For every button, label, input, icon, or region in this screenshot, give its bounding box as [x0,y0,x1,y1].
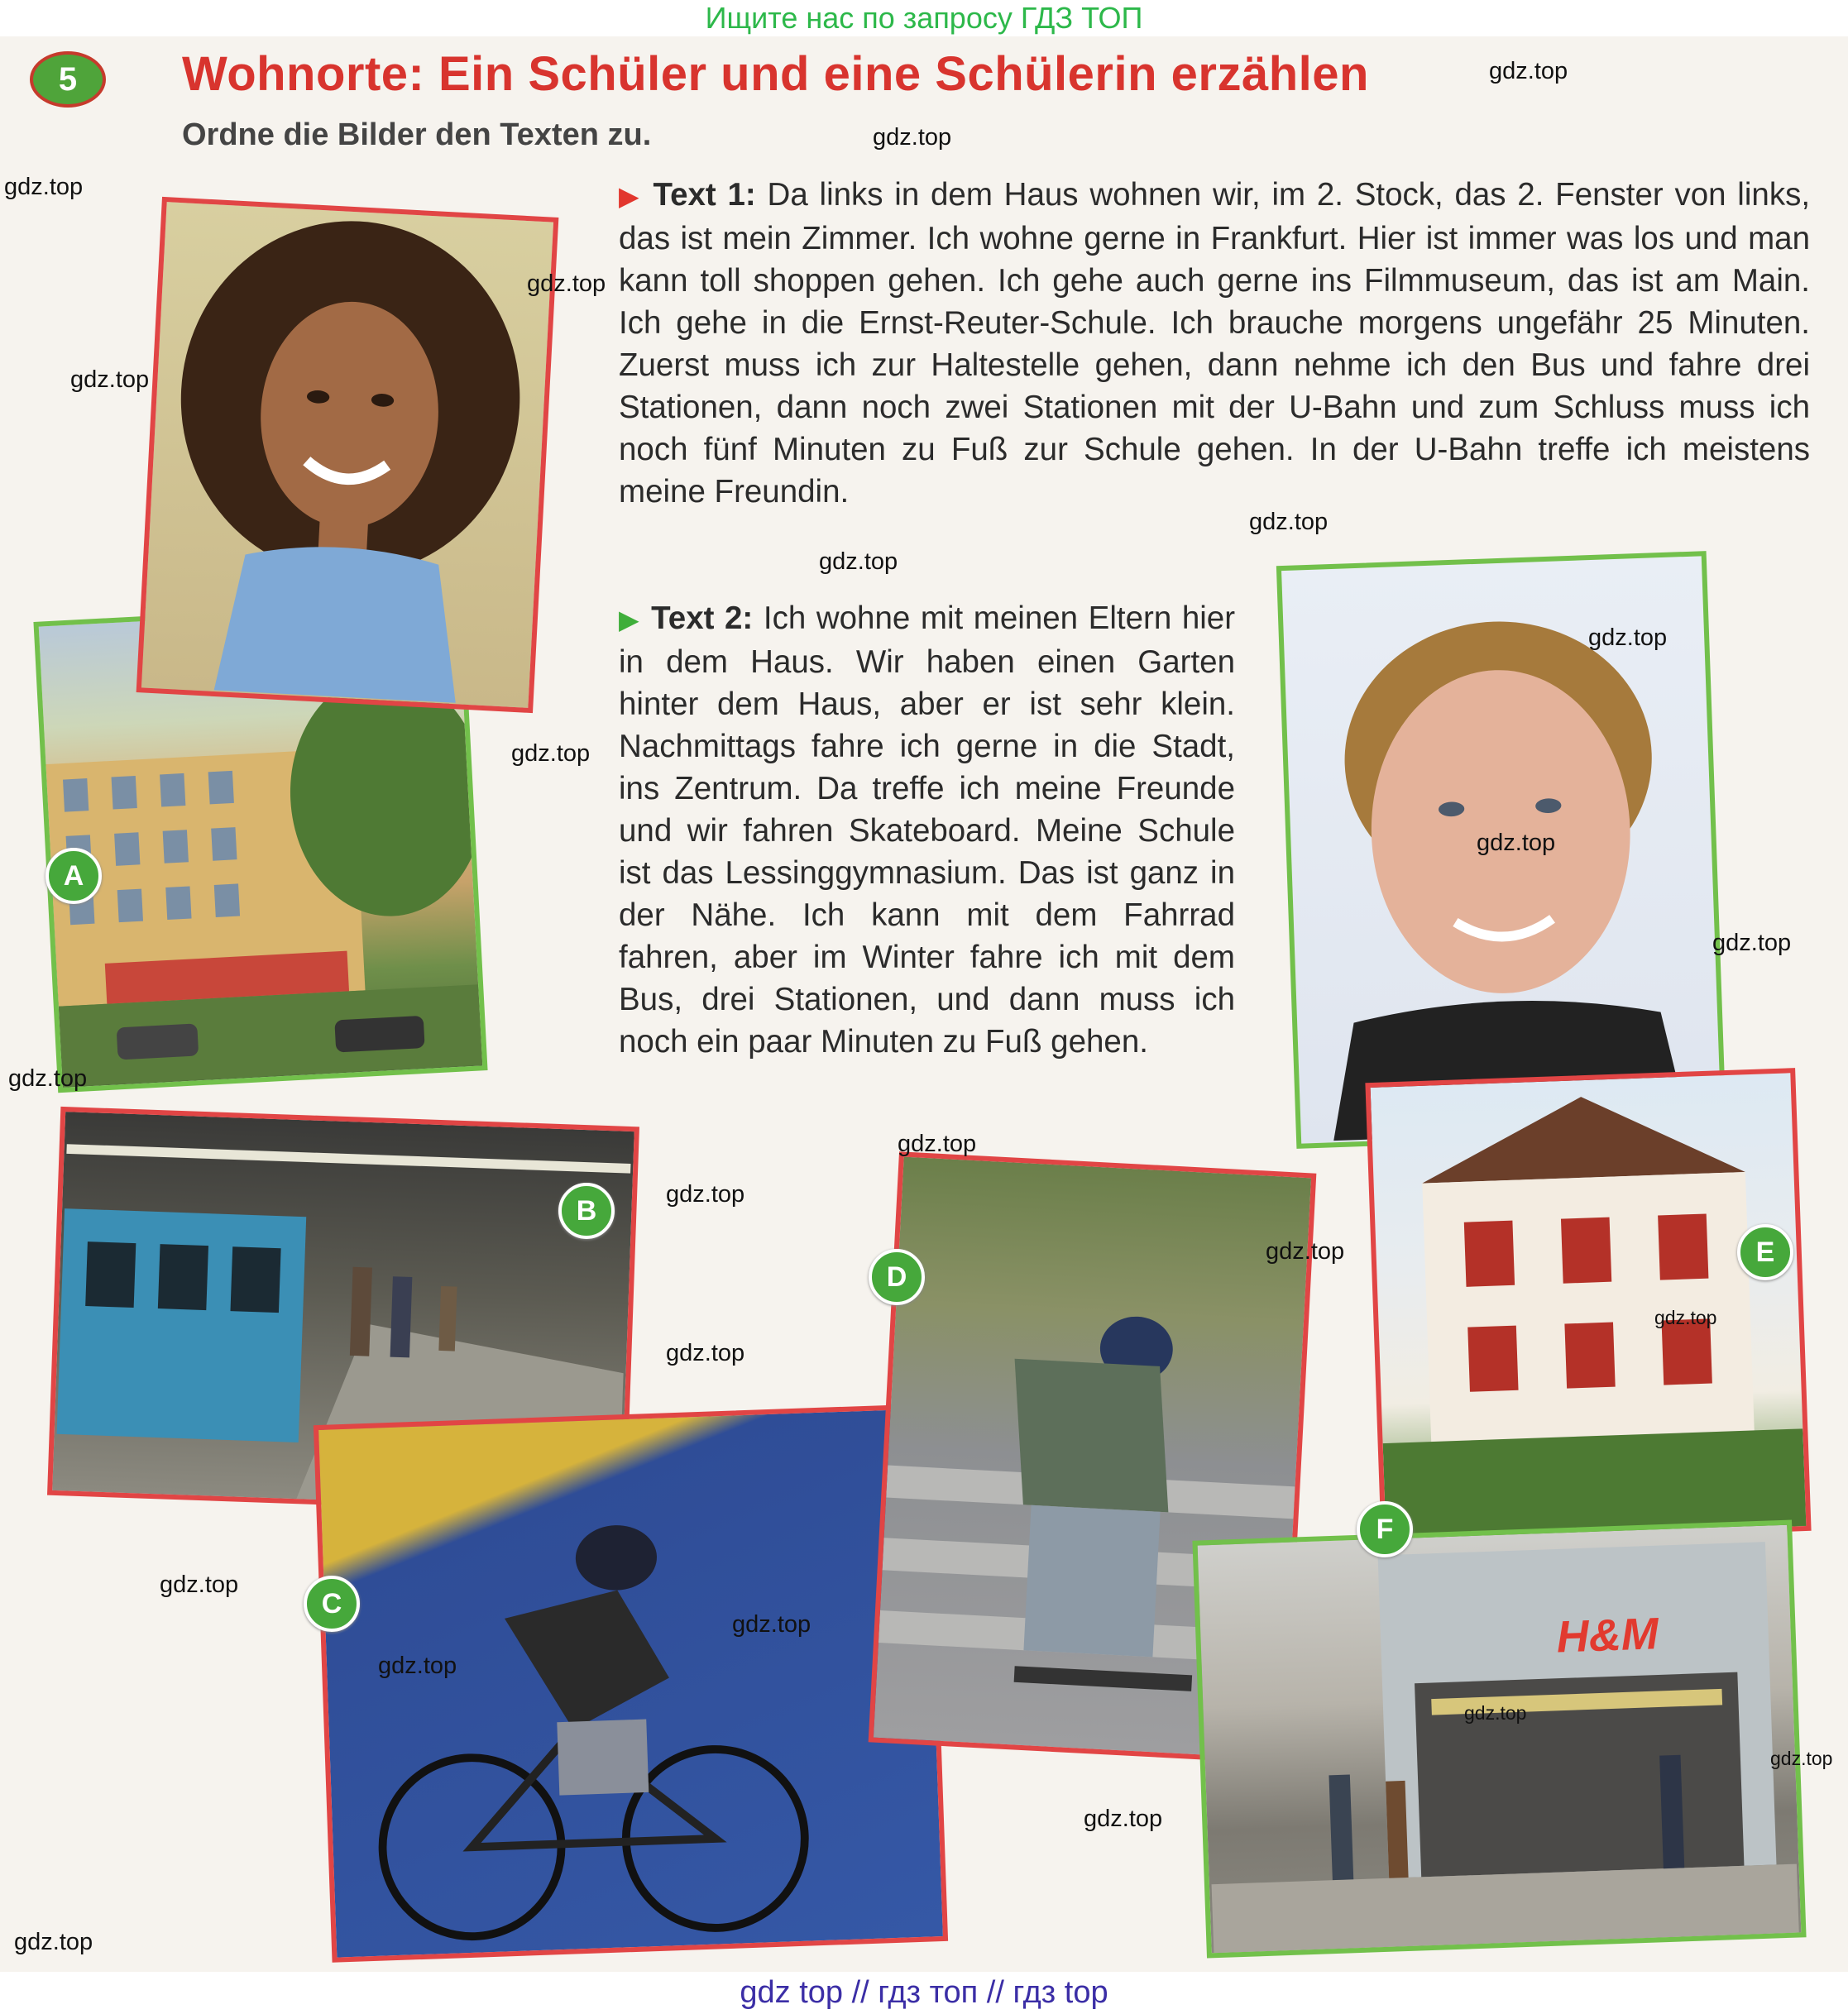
text-2-body: Ich wohne mit meinen Eltern hier in dem Haus. Wir haben einen Garten hinter dem Haus, aber er ist sehr klein. Nachmittags fahre ich gerne in die Stadt, ins Zentrum. Da treffe ich meine Freunde und wir fahren Skateboard. Meine Schule ist das Lessinggymnasium. Das ist ganz in der Nähe. Ich kann mit dem Fahrrad fahren, aber im Winter fahre ich mit dem Bus, drei Stationen, und dann muss ich noch ein paar Minuten zu Fuß gehen. [619,600,1236,1060]
watermark: gdz.top [511,740,591,767]
photo-girl-portrait [136,197,559,713]
watermark: gdz.top [1464,1702,1527,1724]
watermark: gdz.top [819,548,898,575]
watermark: gdz.top [873,124,952,151]
photo-label-e: E [1737,1224,1793,1280]
instruction-text: Ordne die Bilder den Texten zu. [182,117,652,152]
shop-illustration [1198,1525,1802,1954]
watermark: gdz.top [160,1571,239,1598]
photo-f-shop-front [1192,1520,1806,1959]
exercise-number-badge: 5 [30,51,106,108]
text-2-label: Text 2: [651,600,754,636]
watermark: gdz.top [898,1131,977,1157]
girl-illustration [141,202,553,708]
photo-e-house [1365,1068,1811,1546]
watermark: gdz.top [1654,1307,1717,1328]
page-title: Wohnorte: Ein Schüler und eine Schülerin erzählen [182,47,1369,101]
bottom-banner[interactable]: gdz top // гдз топ // гдз top [0,1972,1848,2014]
photo-label-d: D [869,1249,925,1305]
house-illustration [1371,1073,1807,1540]
watermark: gdz.top [8,1065,88,1092]
photo-label-c: C [304,1576,360,1632]
photo-label-a: A [45,848,102,904]
watermark: gdz.top [4,174,84,200]
watermark: gdz.top [1084,1806,1163,1832]
watermark: gdz.top [70,366,150,393]
watermark: gdz.top [1477,830,1556,856]
watermark: gdz.top [1712,930,1792,956]
watermark: gdz.top [666,1181,745,1208]
watermark: gdz.top [14,1929,93,1955]
watermark: gdz.top [378,1653,457,1679]
play-triangle-icon: ▶ [619,181,642,211]
watermark: gdz.top [1266,1238,1345,1265]
cyclist-illustration [318,1409,943,1957]
store-sign: H&M [1555,1609,1659,1662]
text-1-block [619,174,1810,513]
text-1-label: Text 1: [653,177,756,213]
watermark: gdz.top [527,270,606,297]
photo-c-cyclist [314,1404,948,1963]
text-2-block [619,597,1235,1063]
watermark: gdz.top [732,1611,811,1638]
watermark: gdz.top [1770,1748,1833,1769]
play-triangle-icon: ▶ [619,605,641,634]
watermark: gdz.top [666,1340,745,1366]
top-banner[interactable]: Ищите нас по запросу ГДЗ ТОП [0,0,1848,36]
photo-label-b: B [558,1183,615,1239]
watermark: gdz.top [1588,624,1668,651]
text-1-body: Da links in dem Haus wohnen wir, im 2. Stock, das 2. Fenster von links, das ist mein Zimmer. Ich wohne gerne in Frankfurt. Hier ist immer was los und man kann toll shoppen gehen. Ich gehe auch gerne ins Filmmuseum, das ist am Main. Ich gehe in die Ernst-Reuter-Schule. Ich brauche morgens ungefähr 25 Minuten. Zuerst muss ich zur Haltestelle gehen, dann nehme ich den Bus und fahre drei Stationen, dann noch zwei Stationen mit der U-Bahn und zum Schluss muss ich noch fünf Minuten zu Fuß zur Schule gehen. In der U-Bahn treffe ich meistens meine Freundin. [619,177,1811,509]
watermark: gdz.top [1249,509,1329,535]
photo-label-f: F [1357,1501,1413,1557]
watermark: gdz.top [1489,58,1568,84]
